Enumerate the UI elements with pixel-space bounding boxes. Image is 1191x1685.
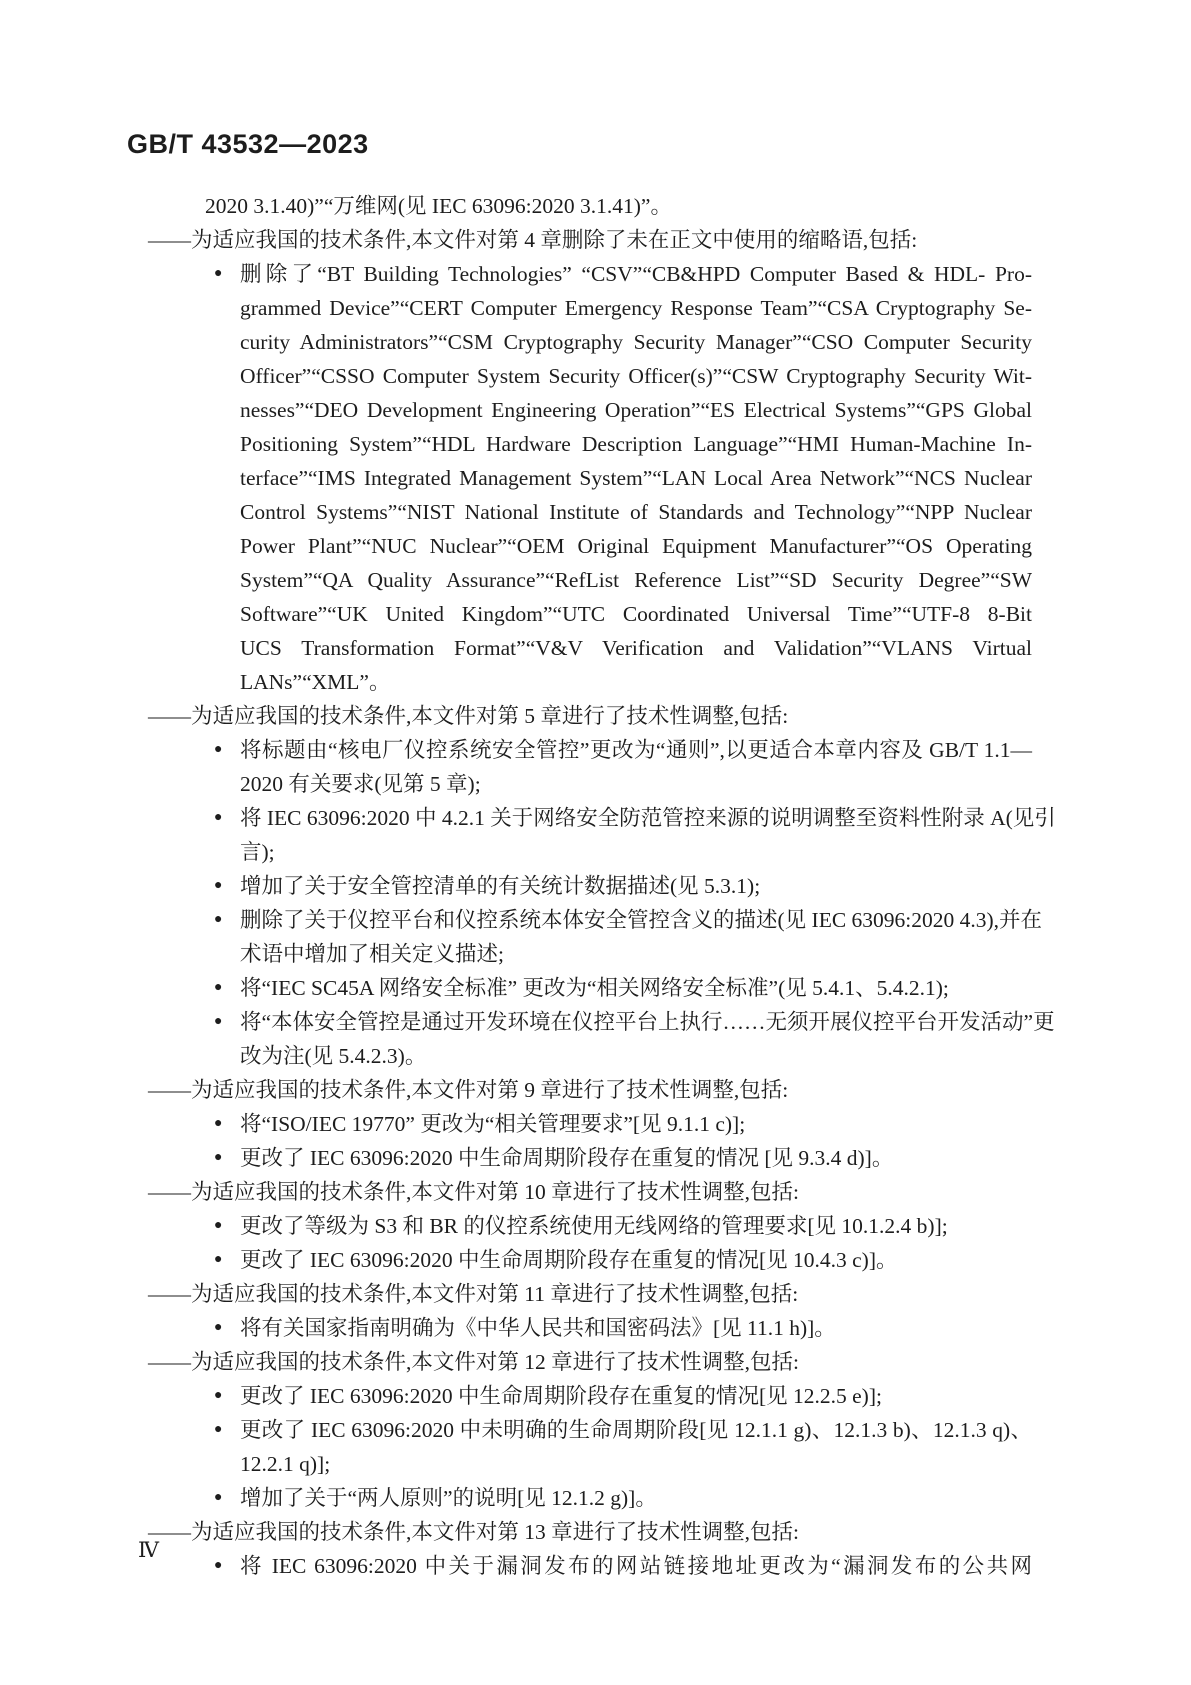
text-line: 更改了 IEC 63096:2020 中生命周期阶段存在重复的情况[见 12.2.5 e)]; [240, 1384, 882, 1408]
bullet-icon: ● [214, 1558, 223, 1573]
text-line: Software”“UK United Kingdom”“UTC Coordinated Universal Time”“UTF-8 8-Bit [240, 602, 1032, 626]
text-line: 将“本体安全管控是通过开发环境在仪控平台上执行……无须开展仪控平台开发活动”更 [240, 1010, 1055, 1034]
bullet-icon: ● [214, 912, 223, 927]
text-line: ——为适应我国的技术条件,本文件对第 9 章进行了技术性调整,包括: [148, 1078, 789, 1102]
text-line: Positioning System”“HDL Hardware Description Language”“HMI Human-Machine In- [240, 432, 1032, 456]
list-item [148, 257, 1032, 699]
text-line: 将 IEC 63096:2020 中 4.2.1 关于网络安全防范管控来源的说明调整至资料性附录 A(见引 [240, 806, 1056, 830]
dash-item [148, 1175, 1032, 1209]
bullet-icon: ● [214, 1320, 223, 1335]
text-line: ——为适应我国的技术条件,本文件对第 10 章进行了技术性调整,包括: [148, 1180, 799, 1204]
list-item [148, 903, 1043, 971]
standard-number-header: GB/T 43532—2023 [127, 129, 369, 159]
list-item [148, 1243, 1032, 1277]
list-item [148, 1413, 1032, 1481]
dash-item [148, 699, 1032, 733]
bullet-icon: ● [214, 1252, 223, 1267]
text-line: nesses”“DEO Development Engineering Operation”“ES Electrical Systems”“GPS Global [240, 398, 1032, 422]
dash-item [148, 1345, 1032, 1379]
text-line: Power Plant”“NUC Nuclear”“OEM Original Equipment Manufacturer”“OS Operating [240, 534, 1032, 558]
text-line: 改为注(见 5.4.2.3)。 [240, 1044, 427, 1068]
list-item [148, 1481, 1032, 1515]
text-line: ——为适应我国的技术条件,本文件对第 12 章进行了技术性调整,包括: [148, 1350, 799, 1374]
bullet-icon: ● [214, 1422, 223, 1437]
text-line: grammed Device”“CERT Computer Emergency Response Team”“CSA Cryptography Se- [240, 296, 1032, 320]
text-line: LANs”“XML”。 [240, 670, 391, 694]
list-item [148, 1379, 1032, 1413]
text-line: 2020 3.1.40)”“万维网(见 IEC 63096:2020 3.1.41)”。 [205, 194, 672, 218]
text-line: 将有关国家指南明确为《中华人民共和国密码法》[见 11.1 h)]。 [240, 1316, 836, 1340]
text-line: UCS Transformation Format”“V&V Verification and Validation”“VLANS Virtual [240, 636, 1032, 660]
bullet-icon: ● [214, 1014, 223, 1029]
dash-item [148, 1073, 1032, 1107]
list-item [148, 1141, 1032, 1175]
text-line: ——为适应我国的技术条件,本文件对第 5 章进行了技术性调整,包括: [148, 704, 789, 728]
text-line: 增加了关于“两人原则”的说明[见 12.1.2 g)]。 [240, 1486, 657, 1510]
bullet-icon: ● [214, 1150, 223, 1165]
text-line: 更改了 IEC 63096:2020 中未明确的生命周期阶段[见 12.1.1 g)、12.1.3 b)、12.1.3 q)、 [240, 1418, 1032, 1442]
list-item [148, 1311, 1032, 1345]
text-line: ——为适应我国的技术条件,本文件对第 11 章进行了技术性调整,包括: [148, 1282, 799, 1306]
list-item [148, 801, 1056, 869]
list-item [148, 869, 1032, 903]
dash-item [148, 1277, 1032, 1311]
list-item [148, 1107, 1032, 1141]
text-line: 12.2.1 q)]; [240, 1452, 331, 1476]
text-line: 将 IEC 63096:2020 中关于漏洞发布的网站链接地址更改为“漏洞发布的公共网 [240, 1554, 1032, 1578]
text-line: 更改了等级为 S3 和 BR 的仪控系统使用无线网络的管理要求[见 10.1.2.4 b)]; [240, 1214, 948, 1238]
bullet-icon: ● [214, 1490, 223, 1505]
text-line: 2020 有关要求(见第 5 章); [240, 772, 481, 796]
text-line: 言); [240, 840, 275, 864]
bullet-icon: ● [214, 810, 223, 825]
text-line: curity Administrators”“CSM Cryptography Security Manager”“CSO Computer Security [240, 330, 1032, 354]
text-line: Control Systems”“NIST National Institute of Standards and Technology”“NPP Nuclear [240, 500, 1032, 524]
continuation-paragraph [148, 189, 1032, 223]
text-line: ——为适应我国的技术条件,本文件对第 4 章删除了未在正文中使用的缩略语,包括: [148, 228, 918, 252]
list-item [148, 971, 1032, 1005]
list-item [148, 1005, 1055, 1073]
text-line: 将“ISO/IEC 19770” 更改为“相关管理要求”[见 9.1.1 c)]; [240, 1112, 746, 1136]
text-line: 将“IEC SC45A 网络安全标准” 更改为“相关网络安全标准”(见 5.4.1、5.4.2.1); [240, 976, 949, 1000]
text-line: 更改了 IEC 63096:2020 中生命周期阶段存在重复的情况[见 10.4.3 c)]。 [240, 1248, 898, 1272]
text-line: ——为适应我国的技术条件,本文件对第 13 章进行了技术性调整,包括: [148, 1520, 799, 1544]
dash-item [148, 1515, 1032, 1549]
page-number: Ⅳ [138, 1538, 159, 1562]
text-line: 更改了 IEC 63096:2020 中生命周期阶段存在重复的情况 [见 9.3.4 d)]。 [240, 1146, 894, 1170]
text-line: 术语中增加了相关定义描述; [240, 942, 504, 966]
text-line: 将标题由“核电厂仪控系统安全管控”更改为“通则”,以更适合本章内容及 GB/T 1.1— [240, 738, 1032, 762]
text-line: System”“QA Quality Assurance”“RefList Reference List”“SD Security Degree”“SW [240, 568, 1032, 592]
text-line: 删除了“BT Building Technologies” “CSV”“CB&HPD Computer Based & HDL- Pro- [240, 262, 1032, 286]
list-item [148, 1209, 1032, 1243]
bullet-icon: ● [214, 1388, 223, 1403]
list-item [148, 733, 1032, 801]
bullet-icon: ● [214, 1116, 223, 1131]
text-line: 删除了关于仪控平台和仪控系统本体安全管控含义的描述(见 IEC 63096:2020 4.3),并在 [240, 908, 1043, 932]
bullet-icon: ● [214, 742, 223, 757]
text-line: Officer”“CSSO Computer System Security Officer(s)”“CSW Cryptography Security Wit- [240, 364, 1032, 388]
text-line: terface”“IMS Integrated Management System”“LAN Local Area Network”“NCS Nuclear [240, 466, 1032, 490]
bullet-icon: ● [214, 1218, 223, 1233]
text-line: 增加了关于安全管控清单的有关统计数据描述(见 5.3.1); [240, 874, 761, 898]
list-item [148, 1549, 1032, 1583]
bullet-icon: ● [214, 266, 223, 281]
page-body [148, 189, 1056, 1583]
bullet-icon: ● [214, 980, 223, 995]
dash-item [148, 223, 1032, 257]
bullet-icon: ● [214, 878, 223, 893]
